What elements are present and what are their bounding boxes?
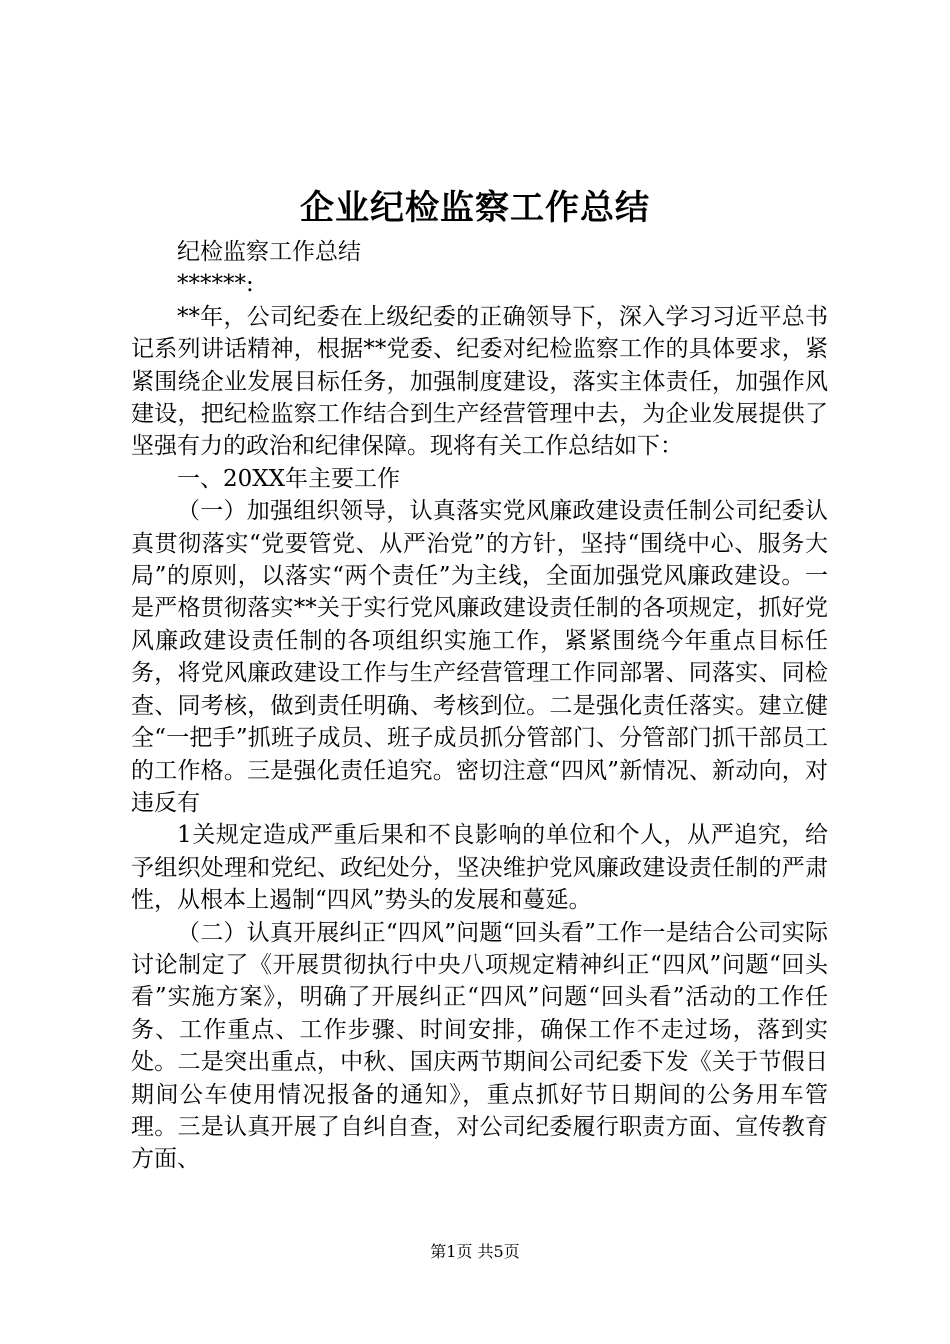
document-title: 企业纪检监察工作总结 [300, 188, 650, 228]
body-paragraph: （二）认真开展纠正“四风”问题“回头看”工作一是结合公司实际讨论制定了《开展贯彻执行中央八项规定精神纠正“四风”问题“回头看”实施方案》，明确了开展纠正“四风”问题“回头看”活动的工作任务、工作重点、工作步骤、时间安排，确保工作不走过场，落到实处。二是突出重点，中秋、国庆两节期间公司纪委下发《关于节假日期间公车使用情况报备的通知》，重点抓好节日期间的公务用车管理。三是认真开展了自纠自查，对公司纪委履行职责方面、宣传教育方面、 [131, 919, 828, 1173]
salutation-paragraph: ******: [177, 271, 254, 298]
page-footer: 第1页 共5页 [430, 1242, 520, 1261]
intro-paragraph: **年，公司纪委在上级纪委的正确领导下，深入学习习近平总书记系列讲话精神，根据**党委、纪委对纪检监察工作的具体要求，紧紧围绕企业发展目标任务，加强制度建设，落实主体责任，加强作风建设，把纪检监察工作结合到生产经营管理中去，为企业发展提供了坚强有力的政治和纪律保障。现将有关工作总结如下： [131, 303, 828, 460]
section-heading: 一、20XX年主要工作 [177, 465, 401, 492]
subtitle-paragraph: 纪检监察工作总结 [177, 239, 361, 265]
document-body [131, 236, 828, 1176]
body-paragraph: （一）加强组织领导，认真落实党风廉政建设责任制公司纪委认真贯彻落实“党要管党、从严治党”的方针，坚持“围绕中心、服务大局”的原则，以落实“两个责任”为主线，全面加强党风廉政建设。一是严格贯彻落实**关于实行党风廉政建设责任制的各项规定，抓好党风廉政建设责任制的各项组织实施工作，紧紧围绕今年重点目标任务，将党风廉政建设工作与生产经营管理工作同部署、同落实、同检查、同考核，做到责任明确、考核到位。二是强化责任落实。建立健全“一把手”抓班子成员、班子成员抓分管部门、分管部门抓干部员工的工作格。三是强化责任追究。密切注意“四风”新情况、新动向，对违反有 [131, 498, 828, 816]
body-paragraph: 1关规定造成严重后果和不良影响的单位和个人，从严追究，给予组织处理和党纪、政纪处分，坚决维护党风廉政建设责任制的严肃性，从根本上遏制“四风”势头的发展和蔓延。 [131, 822, 828, 914]
